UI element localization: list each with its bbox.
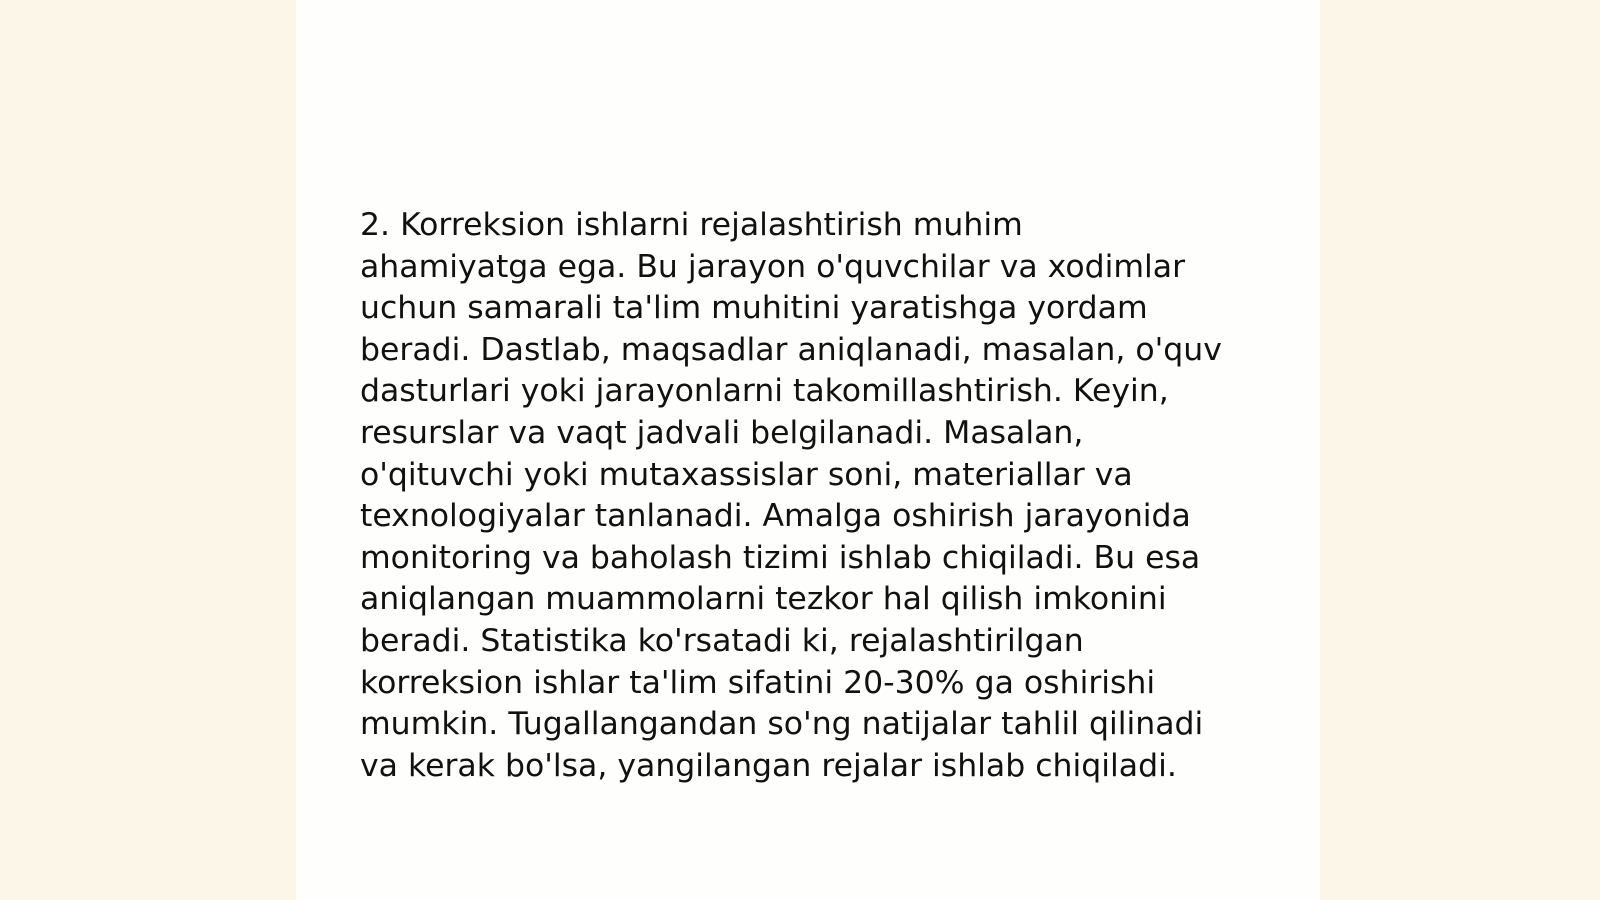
slide-body-paragraph xyxy=(360,205,1260,787)
paragraph-line: monitoring va baholash tizimi ishlab chiqiladi. Bu esa xyxy=(360,539,1201,576)
paragraph-line: texnologiyalar tanlanadi. Amalga oshirish jarayonida xyxy=(360,498,1191,535)
paragraph-line: va kerak bo'lsa, yangilangan rejalar ishlab chiqiladi. xyxy=(360,747,1177,784)
paragraph-line: o'qituvchi yoki mutaxassislar soni, materiallar va xyxy=(360,456,1133,493)
paragraph-line: mumkin. Tugallangandan so'ng natijalar tahlil qilinadi xyxy=(360,706,1204,743)
paragraph-line: resurslar va vaqt jadvali belgilanadi. Masalan, xyxy=(360,414,1084,451)
paragraph-line: dasturlari yoki jarayonlarni takomillashtirish. Keyin, xyxy=(360,373,1169,410)
paragraph-line: beradi. Statistika ko'rsatadi ki, rejalashtirilgan xyxy=(360,622,1084,659)
paragraph-line: korreksion ishlar ta'lim sifatini 20-30% ga oshirishi xyxy=(360,664,1156,701)
paragraph-line: 2. Korreksion ishlarni rejalashtirish muhim xyxy=(360,207,1023,243)
paragraph-line: aniqlangan muammolarni tezkor hal qilish imkonini xyxy=(360,581,1167,618)
paragraph-line: beradi. Dastlab, maqsadlar aniqlanadi, masalan, o'quv xyxy=(360,331,1222,368)
paragraph-line: ahamiyatga ega. Bu jarayon o'quvchilar va xodimlar xyxy=(360,248,1186,285)
paragraph-line: uchun samarali ta'lim muhitini yaratishga yordam xyxy=(360,290,1148,327)
slide-page xyxy=(296,0,1320,900)
